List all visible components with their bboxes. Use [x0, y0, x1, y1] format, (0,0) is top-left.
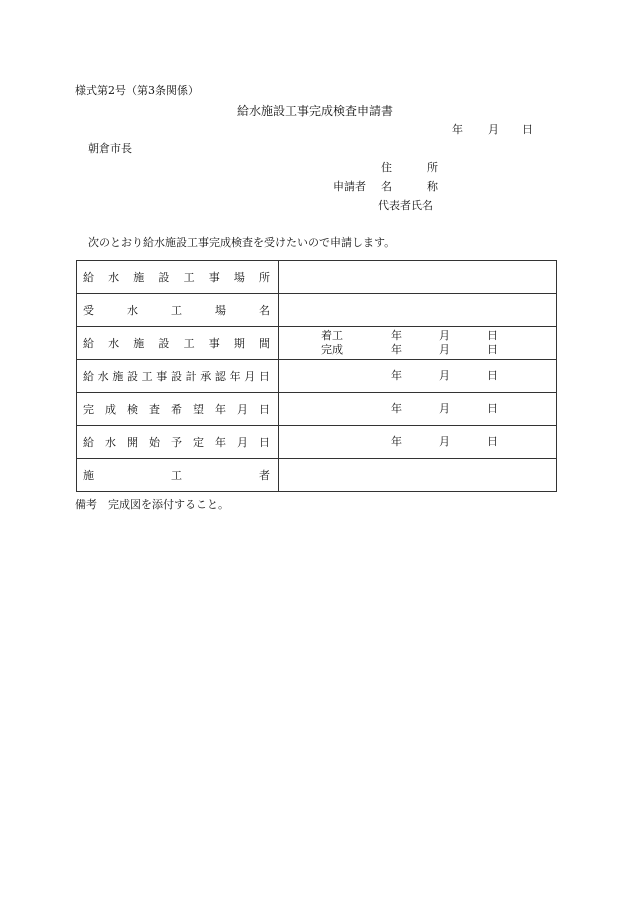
- day-unit: 日: [487, 369, 498, 382]
- form-number: 様式第2号（第3条関係）: [75, 84, 199, 97]
- intro-text: 次のとおり給水施設工事完成検査を受けたいので申請します。: [88, 236, 396, 249]
- month-unit: 月: [439, 343, 450, 356]
- date-day-label: 日: [522, 123, 533, 136]
- row-label-cell: [77, 327, 279, 360]
- day-unit: 日: [487, 402, 498, 415]
- row-label-cell: [77, 393, 279, 426]
- applicant-group-label: 申請者: [333, 180, 366, 193]
- row-label-cell: [77, 294, 279, 327]
- address-label-2: 所: [427, 161, 438, 174]
- row-label: 受 水 工 場 名: [83, 304, 270, 317]
- month-unit: 月: [439, 369, 450, 382]
- table-row: [77, 294, 557, 327]
- row-label-cell: [77, 360, 279, 393]
- table-row: [77, 261, 557, 294]
- remarks: 備考 完成図を添付すること。: [75, 498, 229, 511]
- row-label: 完 成 検 査 希 望 年 月 日: [83, 403, 270, 416]
- application-table: [76, 260, 557, 492]
- row-value-cell[interactable]: [279, 327, 557, 360]
- date-month-label: 月: [488, 123, 499, 136]
- year-unit: 年: [391, 435, 402, 448]
- row-label: 給 水 施 設 工 事 設 計 承 認 年 月 日: [83, 370, 270, 383]
- row-label: 給 水 施 設 工 事 場 所: [83, 271, 270, 284]
- row-value-cell[interactable]: [279, 393, 557, 426]
- row-value-cell[interactable]: [279, 459, 557, 492]
- recipient: 朝倉市長: [88, 142, 132, 155]
- day-unit: 日: [487, 343, 498, 356]
- table-row: [77, 393, 557, 426]
- period-end-label: 完成: [321, 343, 343, 356]
- row-value-cell[interactable]: [279, 426, 557, 459]
- row-label: 給 水 施 設 工 事 期 間: [83, 337, 270, 350]
- row-label-cell: [77, 426, 279, 459]
- day-unit: 日: [487, 329, 498, 342]
- row-label: 施 工 者: [83, 469, 270, 482]
- month-unit: 月: [439, 435, 450, 448]
- document-title: 給水施設工事完成検査申請書: [236, 104, 393, 118]
- representative-label: 代表者氏名: [378, 199, 433, 212]
- row-label-cell: [77, 459, 279, 492]
- table-row: [77, 426, 557, 459]
- table-row: [77, 327, 557, 360]
- year-unit: 年: [391, 369, 402, 382]
- name-label-2: 称: [427, 180, 438, 193]
- row-label: 給 水 開 始 予 定 年 月 日: [83, 436, 270, 449]
- table-row: [77, 459, 557, 492]
- period-start-label: 着工: [321, 329, 343, 342]
- year-unit: 年: [391, 329, 402, 342]
- row-value-cell[interactable]: [279, 294, 557, 327]
- year-unit: 年: [391, 402, 402, 415]
- day-unit: 日: [487, 435, 498, 448]
- table-row: [77, 360, 557, 393]
- name-label-1: 名: [381, 180, 392, 193]
- address-label-1: 住: [381, 161, 392, 174]
- month-unit: 月: [439, 329, 450, 342]
- date-year-label: 年: [452, 123, 463, 136]
- year-unit: 年: [391, 343, 402, 356]
- row-value-cell[interactable]: [279, 360, 557, 393]
- row-value-cell[interactable]: [279, 261, 557, 294]
- row-label-cell: [77, 261, 279, 294]
- month-unit: 月: [439, 402, 450, 415]
